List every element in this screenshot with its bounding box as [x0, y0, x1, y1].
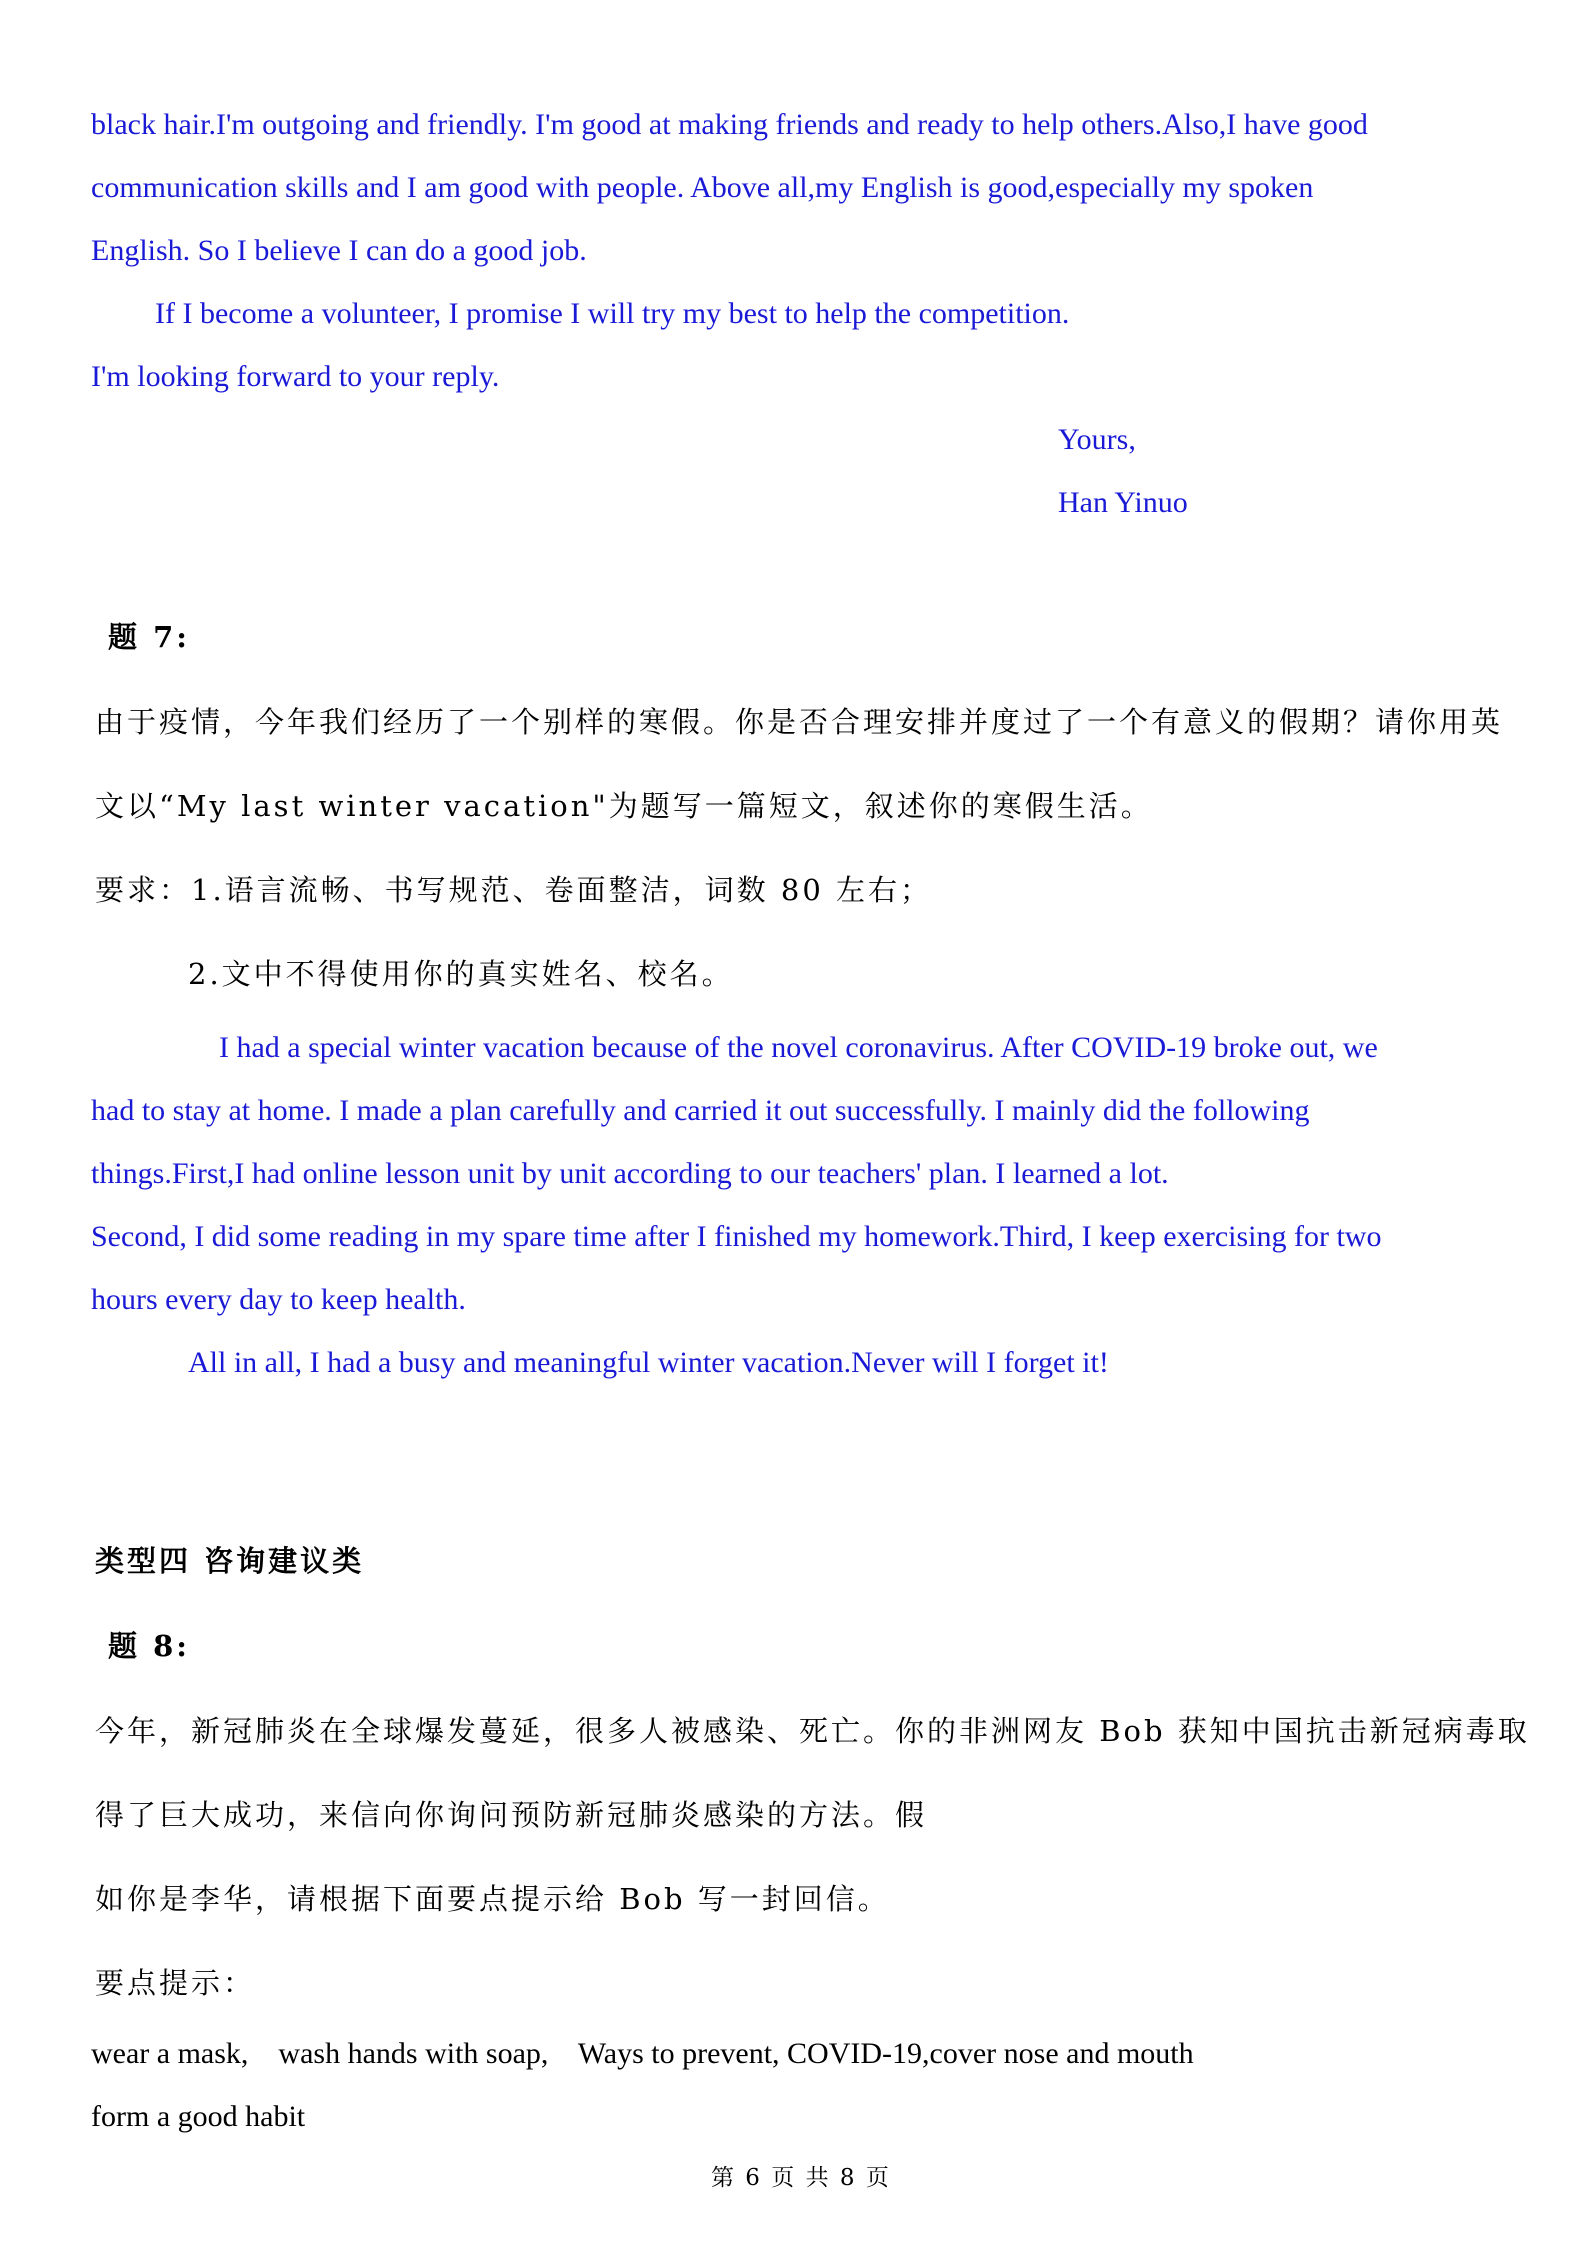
- question-7-answer-line-6: All in all, I had a busy and meaningful winter vacation.Never will I forget it!: [188, 1346, 1109, 1379]
- question-7-answer-line-3: things.First,I had online lesson unit by unit according to our teachers' plan. I learned a lot.: [91, 1157, 1169, 1190]
- question-8-prompt-line-1: 今年，新冠肺炎在全球爆发蔓延，很多人被感染、死亡。你的非洲网友 Bob 获知中国抗击新冠病毒取: [95, 1714, 1530, 1748]
- question-7-requirement-2: 2.文中不得使用你的真实姓名、校名。: [188, 957, 734, 991]
- letter-answer-line-3: English. So I believe I can do a good job.: [91, 234, 587, 267]
- question-8-prompt-line-3: 如你是李华，请根据下面要点提示给 Bob 写一封回信。: [95, 1882, 890, 1916]
- letter-closing: Yours,: [1058, 423, 1136, 456]
- letter-answer-line-4: If I become a volunteer, I promise I will try my best to help the competition.: [155, 297, 1070, 330]
- question-7-answer-line-1: I had a special winter vacation because of the novel coronavirus. After COVID-19 broke out, we: [219, 1031, 1378, 1064]
- letter-answer-line-5: I'm looking forward to your reply.: [91, 360, 500, 393]
- question-7-requirement-1: 要求：1.语言流畅、书写规范、卷面整洁，词数 80 左右；: [95, 873, 933, 907]
- question-7-prompt-line-2: 文以“My last winter vacation"为题写一篇短文，叙述你的寒假生活。: [95, 789, 1153, 823]
- question-7-label: 题 7:: [108, 620, 190, 654]
- question-7-answer-line-4: Second, I did some reading in my spare time after I finished my homework.Third, I keep exercising for two: [91, 1220, 1382, 1253]
- question-8-hint-line-2: form a good habit: [91, 2100, 306, 2133]
- page-number-footer: 第 6 页 共 8 页: [711, 2165, 891, 2191]
- question-8-hint-label: 要点提示：: [95, 1966, 256, 2000]
- question-7-prompt-line-1: 由于疫情，今年我们经历了一个别样的寒假。你是否合理安排并度过了一个有意义的假期？请你用英: [95, 705, 1504, 739]
- letter-answer-line-1: black hair.I'm outgoing and friendly. I'm good at making friends and ready to help others.Also,I have good: [91, 108, 1368, 141]
- question-7-answer-line-2: had to stay at home. I made a plan carefully and carried it out successfully. I mainly did the following: [91, 1094, 1310, 1127]
- question-8-prompt-line-2: 得了巨大成功，来信向你询问预防新冠肺炎感染的方法。假: [95, 1798, 928, 1832]
- section-4-heading: 类型四 咨询建议类: [95, 1544, 365, 1578]
- question-8-label: 题 8:: [108, 1629, 190, 1663]
- letter-signature: Han Yinuo: [1058, 486, 1188, 519]
- letter-answer-line-2: communication skills and I am good with people. Above all,my English is good,especially my spoken: [91, 171, 1314, 204]
- question-8-hint-line-1: wear a mask, wash hands with soap, Ways to prevent, COVID-19,cover nose and mouth: [91, 2037, 1194, 2070]
- question-7-answer-line-5: hours every day to keep health.: [91, 1283, 466, 1316]
